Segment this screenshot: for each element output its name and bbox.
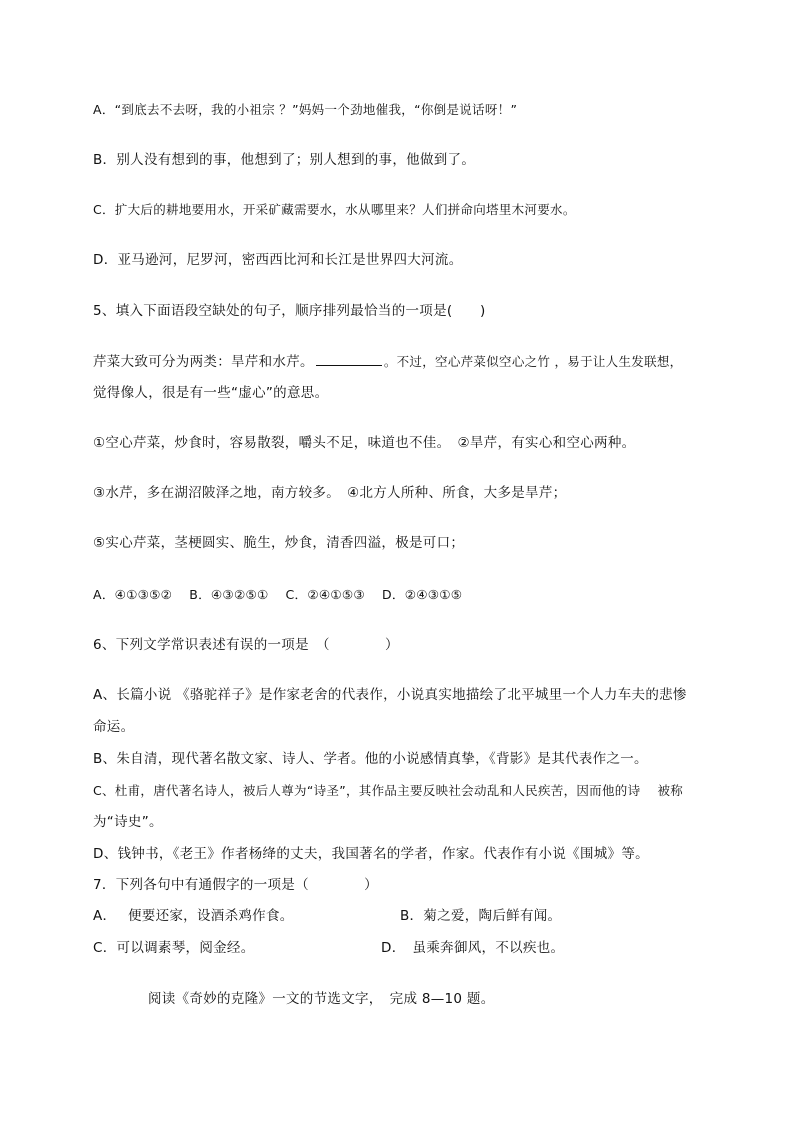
q5-sentences-3: ⑤实心芹菜，茎梗圆实、脆生，炒食，清香四溢，极是可口；: [93, 535, 465, 551]
q7-option-b: B．菊之爱，陶后鲜有闻。: [400, 908, 562, 924]
q6-option-a-line2: 命运。: [93, 719, 135, 735]
q5-passage-line2: 觉得像人，很是有一些“虚心”的意思。: [93, 385, 329, 401]
q7-option-a: A． 便要还家，设酒杀鸡作食。: [93, 908, 294, 924]
q5-sentences-2: ③水芹，多在湖沼陂泽之地，南方较多。 ④北方人所种、所食，大多是旱芹；: [93, 485, 567, 501]
q4-option-b: B．别人没有想到的事，他想到了；别人想到的事，他做到了。: [93, 152, 476, 168]
q4-option-d: D．亚马逊河，尼罗河，密西西比河和长江是世界四大河流。: [93, 252, 463, 268]
q5-blank-line: [316, 352, 382, 366]
q4-option-a: A．“到底去不去呀，我的小祖宗 ？”妈妈一个劲地催我，“你倒是说话呀！”: [93, 102, 518, 117]
q5-stem: 5、填入下面语段空缺处的句子，顺序排列最恰当的一项是( ): [93, 303, 486, 319]
q6-option-c-line2: 为“诗史”。: [93, 814, 163, 830]
q5-options: A．④①③⑤② B．④③②⑤① C．②④①⑤③ D．②④③①⑤: [93, 587, 463, 602]
q6-option-b: B、朱自清，现代著名散文家、诗人、学者。他的小说感情真挚，《背影》是其代表作之一。: [93, 751, 648, 767]
q5-passage-before: 芹菜大致可分为两类：旱芹和水芹。: [93, 354, 314, 370]
q5-sentences-1: ①空心芹菜，炒食时，容易散裂，嚼头不足，味道也不佳。 ②旱芹，有实心和空心两种。: [93, 435, 636, 451]
q5-passage-after: 。不过，空心芹菜似空心之竹 ，易于让人生发联想，: [383, 354, 683, 369]
q6-stem: 6、下列文学常识表述有误的一项是 （ ）: [93, 637, 399, 653]
q6-option-a-line1: A、长篇小说 《骆驼祥子》是作家老舍的代表作，小说真实地描绘了北平城里一个人力车夫的悲惨: [93, 687, 687, 703]
q4-option-c: C．扩大后的耕地要用水，开采矿藏需要水，水从哪里来？人们拼命向塔里木河要水。: [93, 202, 576, 217]
q7-option-d: D． 虽乘奔御风，不以疾也。: [381, 940, 565, 956]
q5-passage-line1: [93, 352, 683, 371]
q7-stem: 7．下列各句中有通假字的一项是（ ）: [93, 877, 378, 893]
q6-option-d: D、钱钟书，《老王》作者杨绛的丈夫，我国著名的学者，作家。代表作有小说《围城》等。: [93, 846, 649, 862]
reading-instruction: 阅读《奇妙的克隆》一文的节选文字， 完成 8—10 题。: [148, 991, 495, 1007]
q6-option-c-line1: C、杜甫，唐代著名诗人，被后人尊为“诗圣”，其作品主要反映社会动乱和人民疾苦，因而他的诗 被称: [93, 783, 684, 798]
q7-option-c: C．可以调素琴，阅金经。: [93, 940, 255, 956]
